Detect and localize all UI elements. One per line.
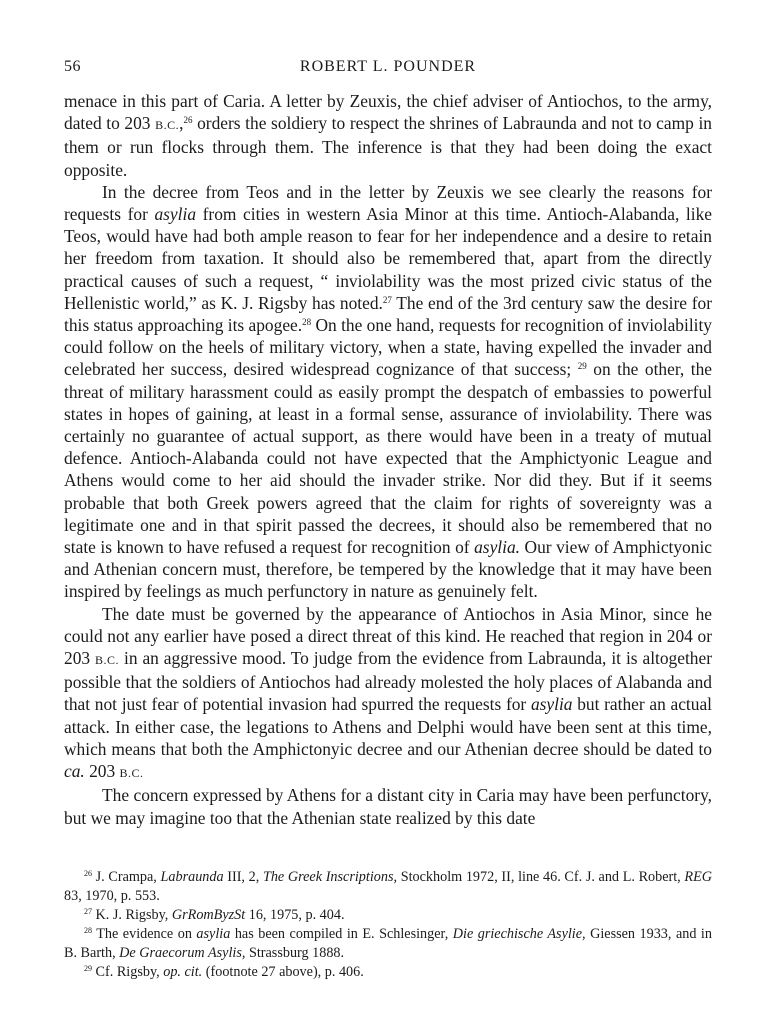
italic-text: asylia. — [474, 537, 520, 558]
paragraph — [64, 603, 712, 785]
text-run: J. Crampa, — [92, 869, 161, 885]
footnote-ref: 26 — [84, 869, 92, 878]
paragraph — [64, 784, 712, 828]
footnote-ref: 27 — [382, 294, 392, 305]
footnote-ref: 29 — [84, 964, 92, 973]
text-run: (footnote 27 above), p. 406. — [202, 964, 364, 980]
text-run: but rather an actual attack. In either case, the legations to Athens and Delphi would have been sent at this time, which means that both the Amphictonyic decree and our Athenian decree should be dated to — [64, 694, 712, 759]
text-run: The evidence on — [92, 926, 197, 942]
text-run: 16, 1975, p. 404. — [245, 907, 345, 923]
footnote-ref: 28 — [302, 317, 312, 328]
footnote — [64, 906, 712, 925]
text-run: , — [179, 113, 184, 134]
footnotes — [64, 868, 712, 982]
italic-text: ca. — [64, 761, 85, 782]
italic-text: Labraunda — [160, 869, 224, 885]
text-run: Our view of Amphictyonic and Athenian concern must, therefore, be tempered by the knowledge that it may have been inspired by feelings as much perfunctory in nature as genuinely felt. — [64, 537, 713, 602]
text-run: 203 — [84, 761, 120, 782]
text-run: has been compiled in E. Schlesinger, — [230, 926, 453, 942]
italic-text: asylia — [530, 694, 573, 715]
paragraph — [64, 90, 712, 181]
text-run: K. J. Rigsby, — [92, 907, 172, 923]
text-run: on the other, the threat of military harassment could as easily prompt the despatch of embassies to powerful states in hopes of gaining, at least in a formal sense, assurance of inviolability. There was certainly no guarantee of actual support, as there would have been in a treaty of mutual defence. Antioch-Alabanda could not have expected that the Amphictyonic League and Athens would come to her aid should the invader strike. Nor did they. But if it seems probable that both Greek powers agreed that the claim for rights of sovereignty was a legitimate one and in that spirit passed the decrees, it should also be remembered that no state is known to have refused a request for recognition of — [64, 359, 713, 558]
text-run: Cf. Rigsby, — [92, 964, 164, 980]
text-run: from cities in western Asia Minor at this time. Antioch-Alabanda, like Teos, would have had both ample reason to fear for her independence and a desire to retain her freedom from taxation. It should also be remembered that, apart from the directly practical causes of such a request, “ inviolability was the most prized civic status of the Hellenistic world,” as K. J. Rigsby has noted. — [64, 204, 712, 313]
running-head: ROBERT L. POUNDER — [299, 58, 477, 75]
small-caps-text: B.C. — [119, 766, 144, 781]
page-number: 56 — [64, 58, 81, 75]
italic-text: asylia — [196, 926, 231, 942]
italic-text: asylia — [154, 204, 197, 225]
text-run: The concern expressed by Athens for a distant city in Caria may have been perfunctory, but we may imagine too that the Athenian state realized by this date — [64, 785, 712, 828]
italic-text: Die griechische Asylie, — [452, 926, 586, 942]
paragraph — [64, 181, 712, 603]
italic-text: REG — [684, 869, 712, 885]
small-caps-text: B.C. — [95, 653, 120, 668]
text-run: III, 2, — [223, 869, 263, 885]
italic-text: The Greek Inscriptions, — [262, 869, 398, 885]
text-run: in an aggressive mood. To judge from the evidence from Labraunda, it is altogether possible that the soldiers of Antiochos had already molested the holy places of Alabanda and that not just fear of potential invasion had spurred the requests for — [64, 648, 713, 715]
text-run: orders the soldiery to respect the shrines of Labraunda and not to camp in them or run flocks through them. The inference is that they had been doing the exact opposite. — [64, 113, 712, 180]
text-run: The end of the 3rd century saw the desire for this status approaching its apogee. — [64, 292, 712, 336]
text-run: On the one hand, requests for recognition of inviolability could follow on the heels of military victory, when a state, having expelled the invader and celebrated her success, desired widespread cognizance of that success; — [64, 315, 713, 380]
footnote-ref: 28 — [84, 926, 92, 935]
footnote — [64, 868, 712, 906]
small-caps-text: B.C. — [155, 118, 180, 133]
text-run: The date must be governed by the appearance of Antiochos in Asia Minor, since he could not any earlier have posed a direct threat of this kind. He reached that region in 204 or 203 — [64, 603, 712, 669]
page-header — [64, 58, 712, 78]
footnote — [64, 963, 712, 982]
italic-text: GrRomByzSt — [171, 907, 246, 923]
text-run: In the decree from Teos and in the letter by Zeuxis we see clearly the reasons for requests for — [64, 181, 712, 225]
text-run: Stockholm 1972, II, line 46. Cf. J. and L. Robert, — [397, 869, 685, 885]
body-text — [64, 90, 712, 829]
italic-text: De Graecorum Asylis, — [119, 945, 246, 961]
text-run: menace in this part of Caria. A letter by Zeuxis, the chief adviser of Antiochos, to the army, dated to 203 — [64, 91, 712, 134]
text-run: Giessen 1933, and in B. Barth, — [64, 926, 712, 961]
footnote — [64, 925, 712, 963]
footnote-ref: 27 — [84, 907, 92, 916]
footnote-ref: 29 — [577, 361, 587, 372]
text-run: Strassburg 1888. — [245, 945, 345, 961]
italic-text: op. cit. — [163, 964, 203, 980]
footnote-ref: 26 — [183, 115, 193, 126]
text-run: 83, 1970, p. 553. — [64, 888, 160, 904]
